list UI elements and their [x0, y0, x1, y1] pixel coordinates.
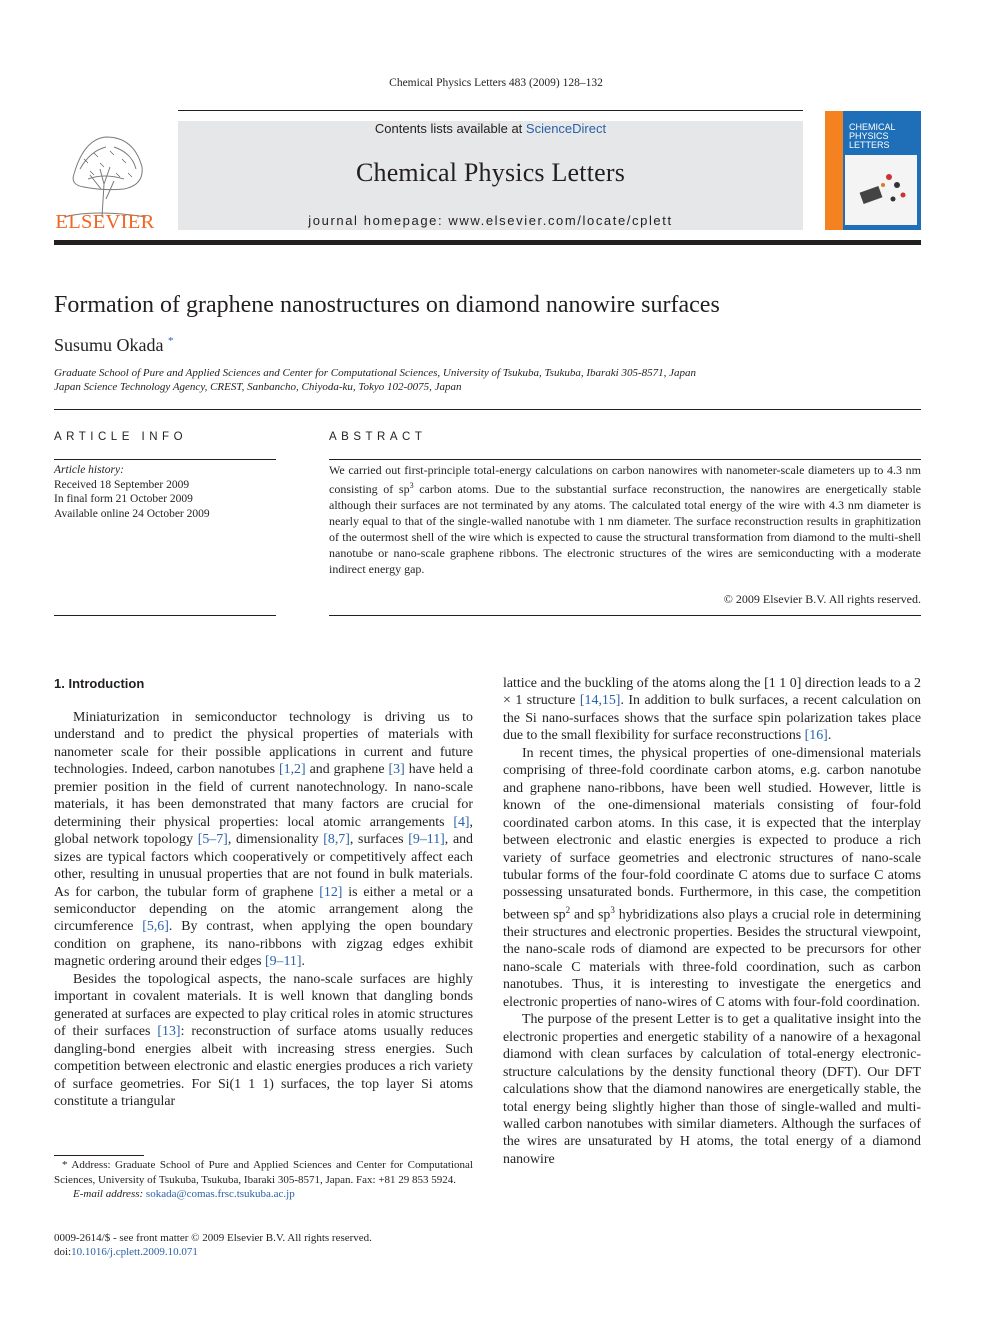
history-label: Article history:: [54, 464, 124, 476]
abstract-heading: ABSTRACT: [329, 431, 427, 443]
journal-cover-image: [825, 111, 921, 230]
paragraph: Miniaturization in semiconductor technology is driving us to understand and to predict the physical properties of materials with nanometer scale for their possible applications in current and future technologies. Indeed, carbon nanotubes [1,2] and graphene [3] have held a premier position in the field of current nanotechnology. In nano-scale materials, it has been demonstrated that many factors are crucial for determining their physical properties: local atomic arrangements [4], global network topology [5–7], dimensionality [8,7], surfaces [9–11], and sizes are typical factors which cooperatively or competitively affect each other, resulting in unusual properties that are not found in bulk materials. As for carbon, the tubular form of graphene [12] is either a metal or a semiconductor depending on the atomic arrangement along the circumference [5,6]. By contrast, when applying the open boundary condition on graphene, its nano-ribbons with zigzag edges exhibit magnetic ordering around their edges [9–11].: [54, 710, 474, 970]
article-title: Formation of graphene nanostructures on diamond nanowire surfaces: [54, 292, 720, 318]
abstract-text: We carried out first-principle total-energy calculations on carbon nanowires with nanometer-scale diameters up to 4.3 nm consisting of $sp^3$ carbon atoms. Due to the substantial surface reconstruction, the nanowires are energetically stable although their surfaces are not terminated by any atoms. The calculated total energy of the wire with 4.3 nm diameter is nearly equal to that of the single-walled nanotube with 1 nm diameter. The surface reconstruction results in graphitization of the outermost shell of the wire which is expected to cause the structural transformation from diamond to the multi-shell nanotube or nano-scale graphene ribbons. The electronic structures of the wires are semiconducting with a moderate indirect energy gap.: [329, 463, 921, 576]
sciencedirect-link[interactable]: ScienceDirect: [525, 121, 607, 136]
paragraph: lattice and the buckling of the atoms along the [1 1 0] direction leads to a 2 × 1 structure [14,15]. In addition to bulk surfaces, a recent calculation on the Si nano-surfaces shows that the surface spin polarization takes place due to the small flexibility for surface reconstructions [16].: [503, 676, 922, 744]
journal-title: Chemical Physics Letters: [355, 158, 626, 187]
footnote-email-label: E-mail address:: [73, 1188, 146, 1200]
contents-line: [178, 121, 803, 136]
running-head: Chemical Physics Letters 483 (2009) 128–132: [389, 77, 603, 89]
paragraph: In recent times, the physical properties of one-dimensional materials comprising of three-fold coordinate carbon atoms, e.g. carbon nanotube and graphene nano-ribbons, have been well studied. However, little is known of the one-dimensional materials consisting of four-fold coordinated carbon atoms. In this case, it is expected that the interplay between electronic and elastic energies is expected to produce a rich variety of surface geometries and electronic structures of nano-scale tubular forms of the four-fold coordinate C atoms due to surface C atoms possessing unsaturated bonds. Furthermore, in this case, the competition between $sp^2$ and $sp^3$ hybridizations also plays a crucial role in determining their structures and electronic properties. Besides the structural viewpoint, the nano-scale rods of diamond are expected to be precursors for other nano-scale C materials with three-fold coordination, such as carbon nanotubes. Thus, it is interesting to investigate the energetics and electronic properties of nano-wires of C atoms with four-fold coordination.: [503, 745, 921, 1010]
author-line: [54, 335, 174, 356]
footnote-address: Address: Graduate School of Pure and Applied Sciences and Center for Computational Sciences, University of Tsukuba, Tsukuba, Ibaraki 305-8571, Japan. Fax: +81 29 853 5924.: [54, 1159, 473, 1186]
rule-above-info: [54, 409, 921, 410]
rule-abstract-bottom: [329, 615, 921, 616]
history-received: Received 18 September 2009: [54, 478, 190, 491]
paragraph: The purpose of the present Letter is to get a qualitative insight into the electronic properties and energetic stability of a nanowire of a hexagonal diamond with clean surfaces by calculation of total-energy electronic-structure calculations by the density functional theory (DFT). Our DFT calculations show that the diamond nanowires are energetically stable, the total energy being slightly higher than those of single-walled and multi-walled carbon nanotubes with similar diameters. Although the surfaces of the wires are unsaturated by H atoms, the total energy of a diamond nanowire: [503, 1012, 921, 1167]
rule-info-bottom: [54, 615, 276, 616]
rule-article-info: [54, 459, 276, 460]
doi-line: [54, 1245, 198, 1259]
abstract-copyright: © 2009 Elsevier B.V. All rights reserved.: [723, 592, 921, 606]
header-rule-thick: [54, 240, 921, 245]
footnote-email-link[interactable]: sokada@comas.frsc.tsukuba.ac.jp: [145, 1188, 295, 1200]
doi-label: doi:: [54, 1246, 72, 1258]
cover-orange-band: [825, 111, 843, 230]
section-heading-introduction: 1. Introduction: [54, 676, 145, 691]
paragraph: Besides the topological aspects, the nano-scale surfaces are highly important in covalent materials. It is well known that dangling bonds generated at surfaces are expected to play critical roles in atomic structures of their surfaces [13]: reconstruction of surface atoms usually reduces dangling-bond energies albeit with increasing stress energies. Such competition between electronic and elastic energies produces a rich variety of surface geometries. For Si(1 1 1) surfaces, the top layer Si atoms constitute a triangular: [54, 971, 474, 1109]
body-column-right: [503, 675, 921, 1168]
article-history: [54, 463, 210, 521]
history-online: Available online 24 October 2009: [54, 507, 210, 520]
journal-homepage[interactable]: journal homepage: www.elsevier.com/locate/cplett: [308, 213, 673, 228]
history-final: In final form 21 October 2009: [54, 493, 193, 505]
issn-line: 0009-2614/$ - see front matter © 2009 Elsevier B.V. All rights reserved.: [54, 1232, 372, 1244]
author-name: Susumu Okada: [54, 335, 164, 355]
cover-line-1: CHEMICAL: [849, 122, 896, 132]
footnote-rule: [54, 1155, 144, 1156]
cover-illustration: [845, 155, 917, 225]
footnote-mark: *: [62, 1159, 68, 1171]
article-info-heading: ARTICLE INFO: [54, 431, 188, 443]
affiliation-2: Japan Science Technology Agency, CREST, Sanbancho, Chiyoda-ku, Tokyo 102-0075, Japan: [54, 381, 462, 393]
affiliation-1: Graduate School of Pure and Applied Sciences and Center for Computational Sciences, University of Tsukuba, Tsukuba, Ibaraki 305-8571, Japan: [54, 367, 697, 379]
contents-prefix: Contents lists available at: [374, 121, 526, 136]
cover-line-3: LETTERS: [849, 140, 890, 150]
elsevier-wordmark: ELSEVIER: [55, 211, 155, 233]
corresponding-author-footnote: [54, 1158, 473, 1202]
rule-abstract: [329, 459, 921, 460]
doi-link[interactable]: 10.1016/j.cplett.2009.10.071: [71, 1246, 198, 1258]
body-column-left: [54, 709, 473, 1110]
author-footnote-mark[interactable]: *: [168, 335, 174, 347]
header-rule-top: [178, 110, 803, 111]
cover-line-2: PHYSICS: [849, 131, 889, 141]
